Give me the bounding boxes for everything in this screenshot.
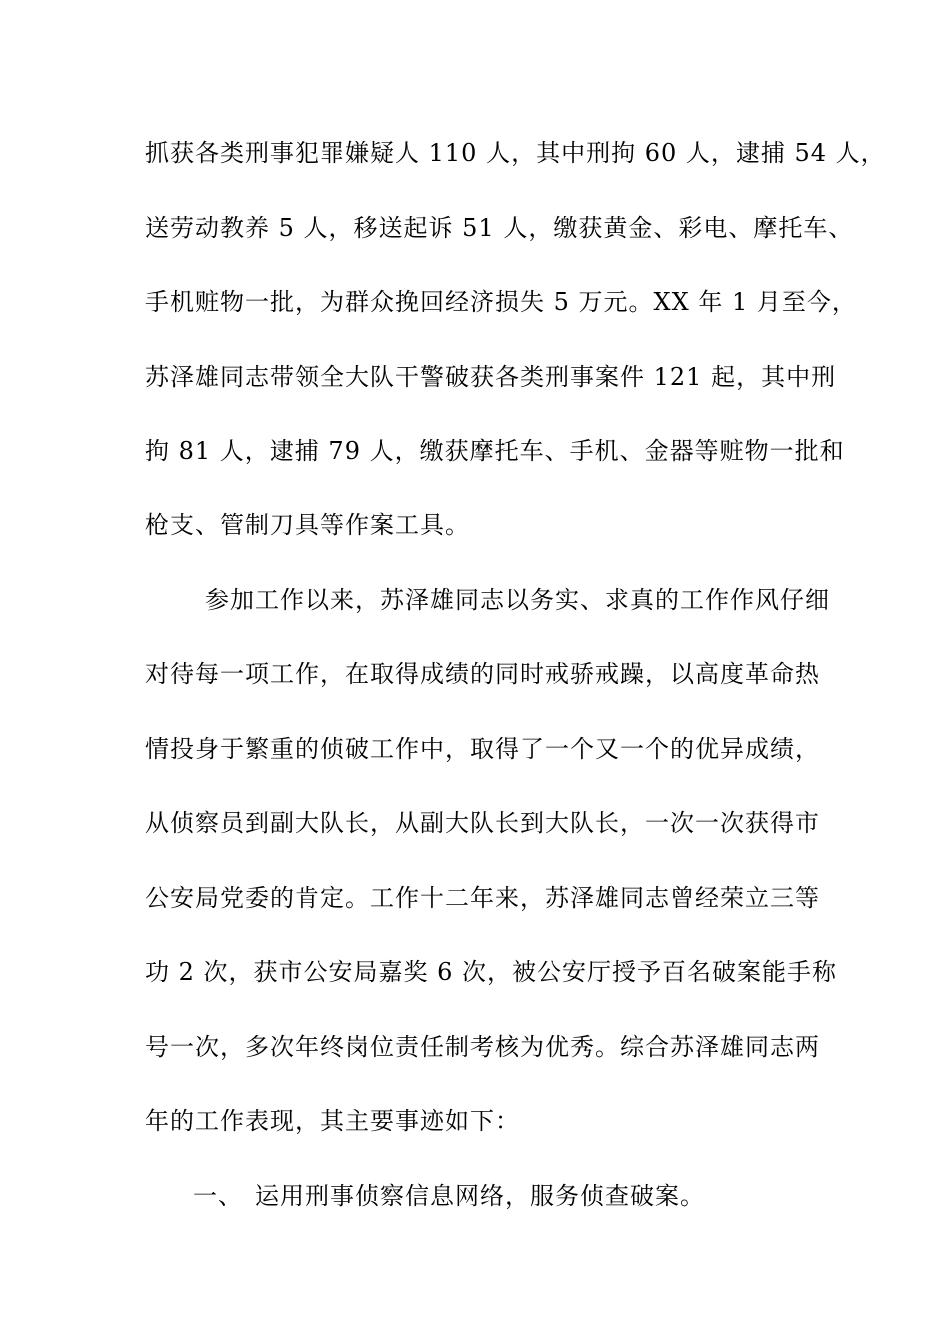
paragraph-2-line-3: 情投身于繁重的侦破工作中，取得了一个又一个的优异成绩，	[145, 735, 820, 763]
paragraph-2-line-2: 对待每一项工作，在取得成绩的同时戒骄戒躁，以高度革命热	[145, 660, 820, 688]
paragraph-2-line-8: 年的工作表现，其主要事迹如下：	[145, 1107, 520, 1135]
paragraph-1-line-4: 苏泽雄同志带领全大队干警破获各类刑事案件 121 起，其中刑	[145, 363, 837, 391]
section-heading-number: 一、	[193, 1182, 243, 1210]
section-heading	[193, 1181, 705, 1211]
paragraph-2-line-5: 公安局党委的肯定。工作十二年来，苏泽雄同志曾经荣立三等	[145, 884, 820, 912]
paragraph-1-line-2: 送劳动教养 5 人，移送起诉 51 人，缴获黄金、彩电、摩托车、	[145, 214, 854, 242]
paragraph-1-line-5: 拘 81 人，逮捕 79 人，缴获摩托车、手机、金器等赃物一批和	[145, 437, 845, 465]
paragraph-1-line-1: 抓获各类刑事犯罪嫌疑人 110 人，其中刑拘 60 人，逮捕 54 人，	[145, 139, 886, 167]
paragraph-1-line-3: 手机赃物一批，为群众挽回经济损失 5 万元。XX 年 1 月至今，	[145, 288, 857, 316]
section-heading-title: 运用刑事侦察信息网络，服务侦查破案。	[255, 1182, 705, 1210]
paragraph-2-line-4: 从侦察员到副大队长，从副大队长到大队长，一次一次获得市	[145, 809, 820, 837]
paragraph-2-line-6: 功 2 次，获市公安局嘉奖 6 次，被公安厅授予百名破案能手称	[145, 958, 838, 986]
paragraph-2-line-7: 号一次，多次年终岗位责任制考核为优秀。综合苏泽雄同志两	[145, 1033, 820, 1061]
paragraph-2-line-1: 参加工作以来，苏泽雄同志以务实、求真的工作作风仔细	[205, 586, 830, 614]
paragraph-1-line-6: 枪支、管制刀具等作案工具。	[145, 511, 470, 539]
